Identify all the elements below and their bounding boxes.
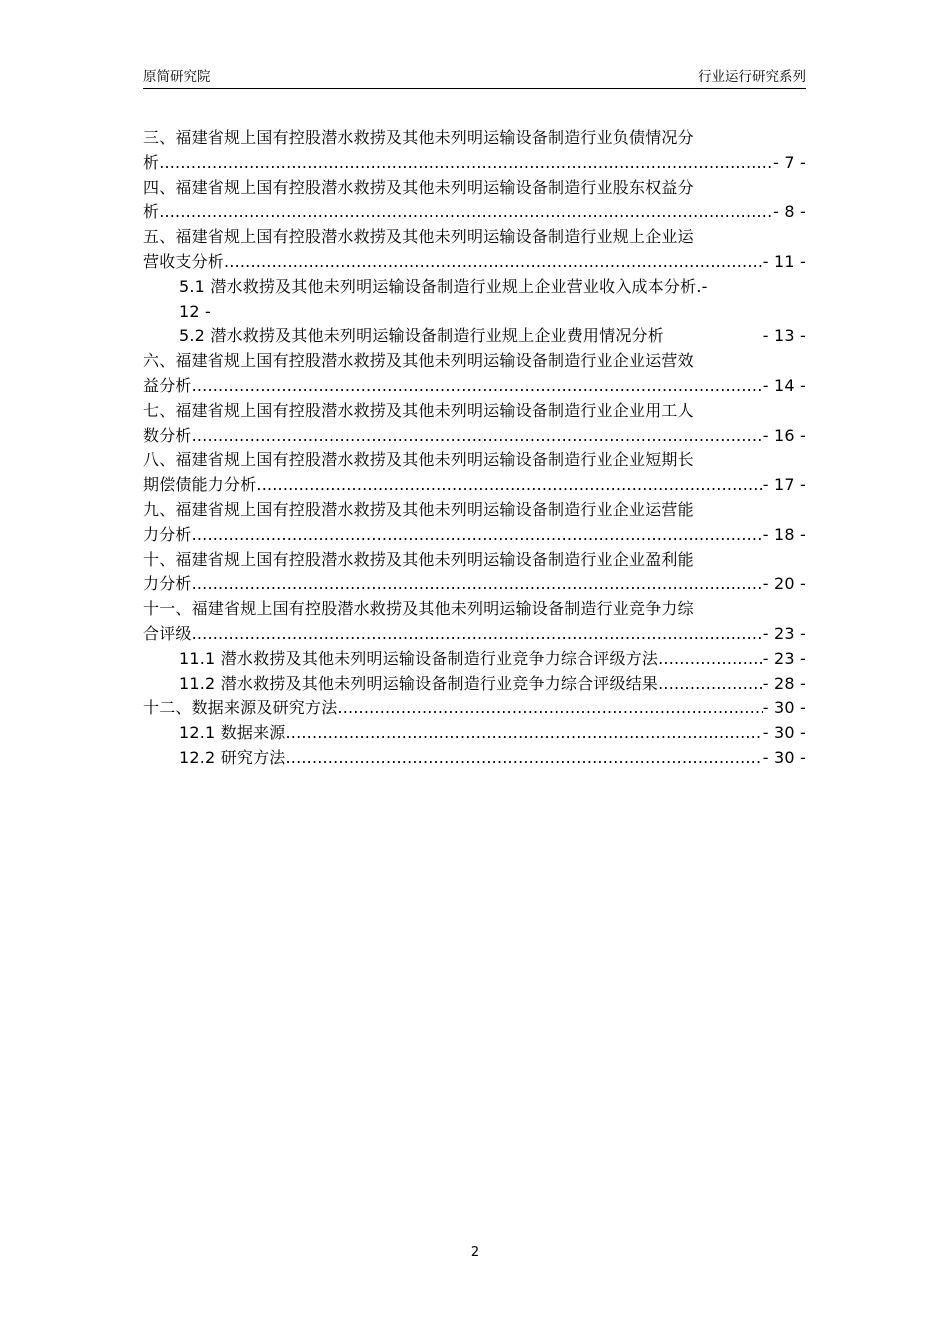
- toc-entry-title-line2: 力分析: [143, 524, 192, 544]
- toc-dot-leader: [256, 473, 762, 498]
- toc-entry-5[interactable]: [143, 225, 806, 275]
- toc-entry-title-line1: 5.1 潜水救捞及其他未列明运输设备制造行业规上企业营业收入成本分析.-: [179, 276, 708, 296]
- toc-entry-title-line2: 力分析: [143, 574, 192, 594]
- toc-entry-title-line2: 营收支分析: [143, 251, 225, 271]
- header-series-name: 行业运行研究系列: [698, 69, 806, 85]
- toc-entry-title-line2: 析: [143, 202, 160, 222]
- toc-entry-title-line1: 四、福建省规上国有控股潜水救捞及其他未列明运输设备制造行业股东权益分: [143, 177, 694, 197]
- toc-page-number: - 7 -: [773, 152, 806, 172]
- header-org-name: 原简研究院: [143, 69, 211, 85]
- toc-entry-5-1[interactable]: [143, 275, 806, 325]
- toc-entry-12-2[interactable]: [143, 746, 806, 771]
- toc-page-number: - 23 -: [762, 648, 806, 668]
- toc-page-number: - 28 -: [762, 673, 806, 693]
- toc-dot-leader: [286, 746, 763, 771]
- page-header: [143, 68, 806, 89]
- toc-entry-title: 11.1 潜水救捞及其他未列明运输设备制造行业竞争力综合评级方法: [179, 648, 659, 668]
- toc-entry-3[interactable]: [143, 126, 806, 176]
- toc-dot-leader: [658, 672, 763, 697]
- toc-entry-title-line2: 合评级: [143, 623, 192, 643]
- toc-dot-leader: [337, 696, 762, 721]
- toc-entry-title-line2: 析: [143, 152, 160, 172]
- toc-entry-12-1[interactable]: [143, 721, 806, 746]
- toc-entry-11-1[interactable]: [143, 647, 806, 672]
- table-of-contents: [143, 126, 806, 771]
- toc-page-number: - 30 -: [762, 723, 806, 743]
- toc-dot-leader: [658, 647, 763, 672]
- toc-entry-title-line2: 12 -: [179, 301, 212, 321]
- toc-page-number: - 8 -: [773, 202, 806, 222]
- toc-entry-12[interactable]: [143, 696, 806, 721]
- toc-entry-11[interactable]: [143, 597, 806, 647]
- toc-entry-9[interactable]: [143, 498, 806, 548]
- toc-dot-leader: [224, 250, 763, 275]
- toc-entry-title-line1: 七、福建省规上国有控股潜水救捞及其他未列明运输设备制造行业企业用工人: [143, 400, 694, 420]
- toc-dot-leader: [286, 721, 763, 746]
- toc-page-number: - 13 -: [762, 326, 806, 346]
- toc-entry-4[interactable]: [143, 176, 806, 226]
- toc-entry-title: 5.2 潜水救捞及其他未列明运输设备制造行业规上企业费用情况分析: [179, 326, 664, 346]
- toc-entry-title-line1: 九、福建省规上国有控股潜水救捞及其他未列明运输设备制造行业企业运营能: [143, 499, 694, 519]
- toc-entry-title-line1: 十、福建省规上国有控股潜水救捞及其他未列明运输设备制造行业企业盈利能: [143, 549, 694, 569]
- toc-page-number: - 23 -: [762, 623, 806, 643]
- toc-dot-leader: [159, 151, 773, 176]
- toc-page-number: - 16 -: [762, 425, 806, 445]
- toc-entry-11-2[interactable]: [143, 672, 806, 697]
- toc-page-number: - 11 -: [762, 251, 806, 271]
- toc-entry-title-line2: 益分析: [143, 375, 192, 395]
- toc-entry-title-line1: 三、福建省规上国有控股潜水救捞及其他未列明运输设备制造行业负债情况分: [143, 128, 694, 147]
- toc-entry-title: 11.2 潜水救捞及其他未列明运输设备制造行业竞争力综合评级结果: [179, 673, 659, 693]
- toc-page-number: - 18 -: [762, 524, 806, 544]
- toc-entry-8[interactable]: [143, 448, 806, 498]
- toc-page-number: - 20 -: [762, 574, 806, 594]
- toc-dot-leader: [192, 523, 763, 548]
- toc-entry-5-2[interactable]: [143, 324, 806, 349]
- toc-entry-title-line1: 十一、福建省规上国有控股潜水救捞及其他未列明运输设备制造行业竞争力综: [143, 599, 694, 619]
- toc-entry-title-line1: 八、福建省规上国有控股潜水救捞及其他未列明运输设备制造行业企业短期长: [143, 450, 694, 470]
- toc-dot-leader: [192, 622, 763, 647]
- toc-page-number: - 30 -: [762, 698, 806, 718]
- toc-page-number: - 17 -: [762, 475, 806, 495]
- toc-page-number: - 30 -: [762, 747, 806, 767]
- toc-entry-6[interactable]: [143, 349, 806, 399]
- toc-entry-title-line2: 期偿债能力分析: [143, 475, 257, 495]
- toc-dot-leader: [192, 572, 763, 597]
- toc-entry-7[interactable]: [143, 399, 806, 449]
- toc-entry-title-line2: 数分析: [143, 425, 192, 445]
- toc-dot-leader: [159, 200, 773, 225]
- toc-entry-title-line1: 五、福建省规上国有控股潜水救捞及其他未列明运输设备制造行业规上企业运: [143, 227, 694, 247]
- toc-page-number: - 14 -: [762, 375, 806, 395]
- toc-entry-10[interactable]: [143, 548, 806, 598]
- toc-entry-title: 12.1 数据来源: [179, 723, 286, 743]
- toc-dot-leader: [192, 374, 763, 399]
- toc-entry-title: 12.2 研究方法: [179, 747, 286, 767]
- toc-entry-title-line1: 六、福建省规上国有控股潜水救捞及其他未列明运输设备制造行业企业运营效: [143, 351, 694, 371]
- toc-entry-title: 十二、数据来源及研究方法: [143, 698, 338, 718]
- page-number: 2: [470, 1245, 480, 1260]
- toc-dot-leader: [192, 424, 763, 449]
